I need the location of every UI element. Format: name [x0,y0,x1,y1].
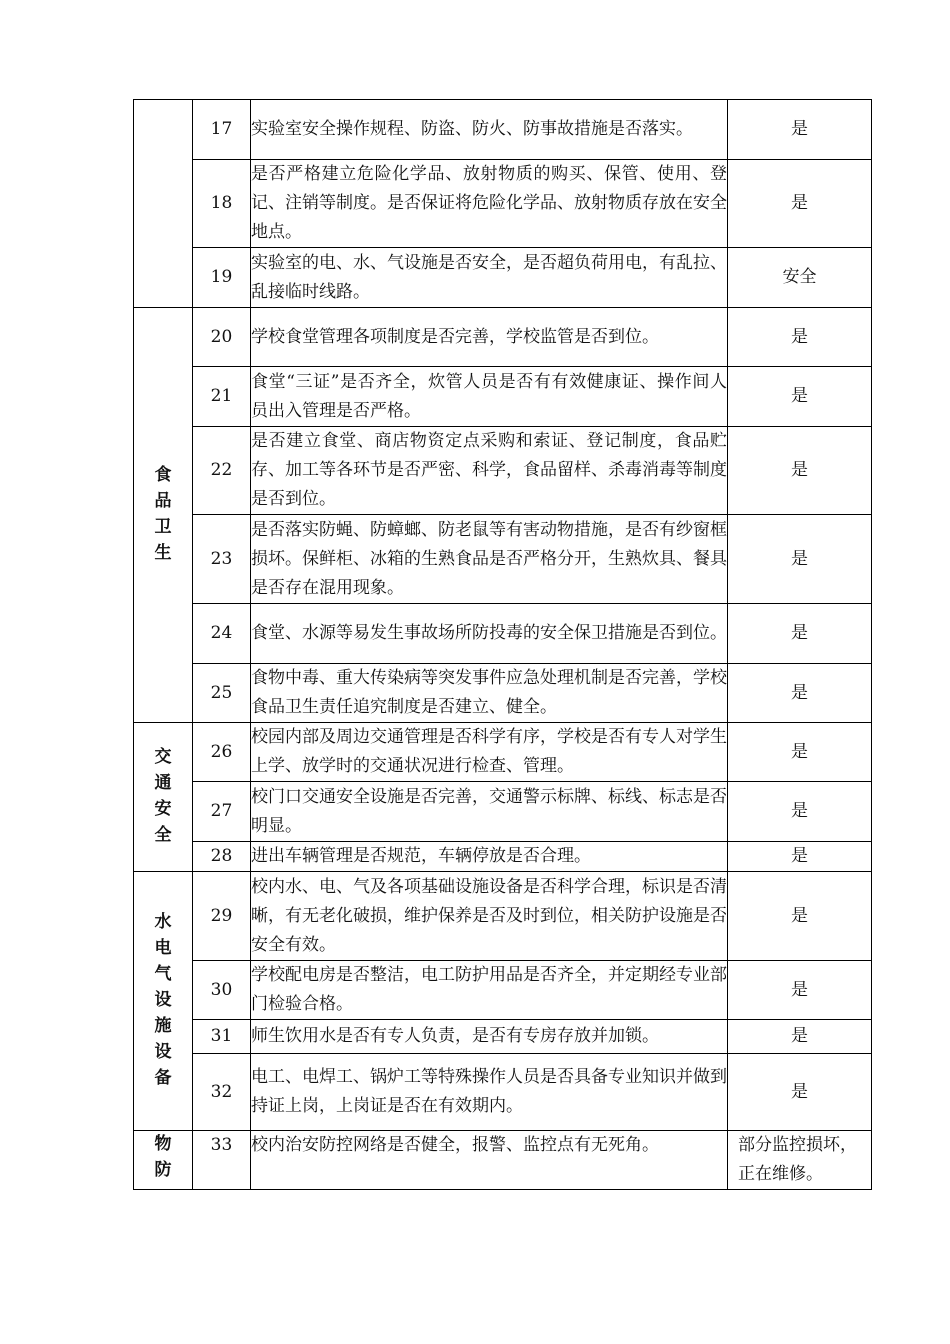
category-cell-food: 食品卫生 [134,308,193,723]
item-number: 19 [193,248,251,308]
item-number: 21 [193,367,251,427]
item-result: 是 [728,664,872,723]
item-result: 是 [728,100,872,160]
item-text: 校园内部及周边交通管理是否科学有序，学校是否有专人对学生上学、放学时的交通状况进行检查、管理。 [251,723,728,782]
item-text: 实验室的电、水、气设施是否安全，是否超负荷用电，有乱拉、乱接临时线路。 [251,248,728,308]
item-number: 22 [193,427,251,515]
table-row [134,100,872,160]
item-text: 学校食堂管理各项制度是否完善，学校监管是否到位。 [251,308,728,367]
item-number: 29 [193,872,251,961]
item-text: 校门口交通安全设施是否完善，交通警示标牌、标线、标志是否明显。 [251,782,728,842]
table-row [134,248,872,308]
table-row [134,604,872,664]
item-result: 是 [728,515,872,604]
table-row [134,160,872,248]
item-text: 是否落实防蝇、防蟑螂、防老鼠等有害动物措施，是否有纱窗框损坏。保鲜柜、冰箱的生熟食品是否严格分开，生熟炊具、餐具是否存在混用现象。 [251,515,728,604]
item-result: 是 [728,872,872,961]
item-text: 实验室安全操作规程、防盗、防火、防事故措施是否落实。 [251,100,728,160]
item-result: 是 [728,1020,872,1054]
item-text: 校内水、电、气及各项基础设施设备是否科学合理，标识是否清晰，有无老化破损，维护保养是否及时到位，相关防护设施是否安全有效。 [251,872,728,961]
table-row [134,1131,872,1190]
item-text: 电工、电焊工、锅炉工等特殊操作人员是否具备专业知识并做到持证上岗，上岗证是否在有效期内。 [251,1054,728,1131]
item-number: 33 [193,1131,251,1190]
item-text: 是否建立食堂、商店物资定点采购和索证、登记制度，食品贮存、加工等各环节是否严密、科学，食品留样、杀毒消毒等制度是否到位。 [251,427,728,515]
item-number: 27 [193,782,251,842]
item-text: 学校配电房是否整洁，电工防护用品是否齐全，并定期经专业部门检验合格。 [251,961,728,1020]
item-number: 32 [193,1054,251,1131]
item-text: 校内治安防控网络是否健全，报警、监控点有无死角。 [251,1131,728,1190]
item-number: 17 [193,100,251,160]
item-number: 31 [193,1020,251,1054]
table-row [134,367,872,427]
item-result: 是 [728,1054,872,1131]
table-row [134,842,872,872]
item-result: 是 [728,782,872,842]
item-result: 安全 [728,248,872,308]
item-result: 是 [728,367,872,427]
category-cell-traffic: 交通安全 [134,723,193,872]
category-cell-physical: 物防 [134,1131,193,1190]
safety-checklist-table [133,99,872,1190]
table-row [134,961,872,1020]
item-number: 23 [193,515,251,604]
item-text: 食堂“三证”是否齐全，炊管人员是否有有效健康证、操作间人员出入管理是否严格。 [251,367,728,427]
item-text: 食物中毒、重大传染病等突发事件应急处理机制是否完善，学校食品卫生责任追究制度是否建立、健全。 [251,664,728,723]
category-cell-lab [134,100,193,308]
item-number: 24 [193,604,251,664]
item-number: 18 [193,160,251,248]
table-row [134,723,872,782]
item-result: 是 [728,842,872,872]
table-row [134,664,872,723]
table-row [134,1054,872,1131]
item-number: 26 [193,723,251,782]
item-number: 20 [193,308,251,367]
item-result: 是 [728,604,872,664]
item-text: 进出车辆管理是否规范，车辆停放是否合理。 [251,842,728,872]
item-number: 30 [193,961,251,1020]
category-cell-utilities: 水电气设施设备 [134,872,193,1131]
item-text: 食堂、水源等易发生事故场所防投毒的安全保卫措施是否到位。 [251,604,728,664]
item-result: 是 [728,961,872,1020]
item-result: 是 [728,160,872,248]
item-text: 师生饮用水是否有专人负责，是否有专房存放并加锁。 [251,1020,728,1054]
table-row [134,308,872,367]
item-number: 25 [193,664,251,723]
table-row [134,515,872,604]
item-result: 部分监控损坏，正在维修。 [728,1131,872,1190]
item-result: 是 [728,427,872,515]
table-row [134,427,872,515]
table-row [134,1020,872,1054]
table-row [134,782,872,842]
item-text: 是否严格建立危险化学品、放射物质的购买、保管、使用、登记、注销等制度。是否保证将危险化学品、放射物质存放在安全地点。 [251,160,728,248]
item-result: 是 [728,308,872,367]
item-result: 是 [728,723,872,782]
item-number: 28 [193,842,251,872]
table-row [134,872,872,961]
